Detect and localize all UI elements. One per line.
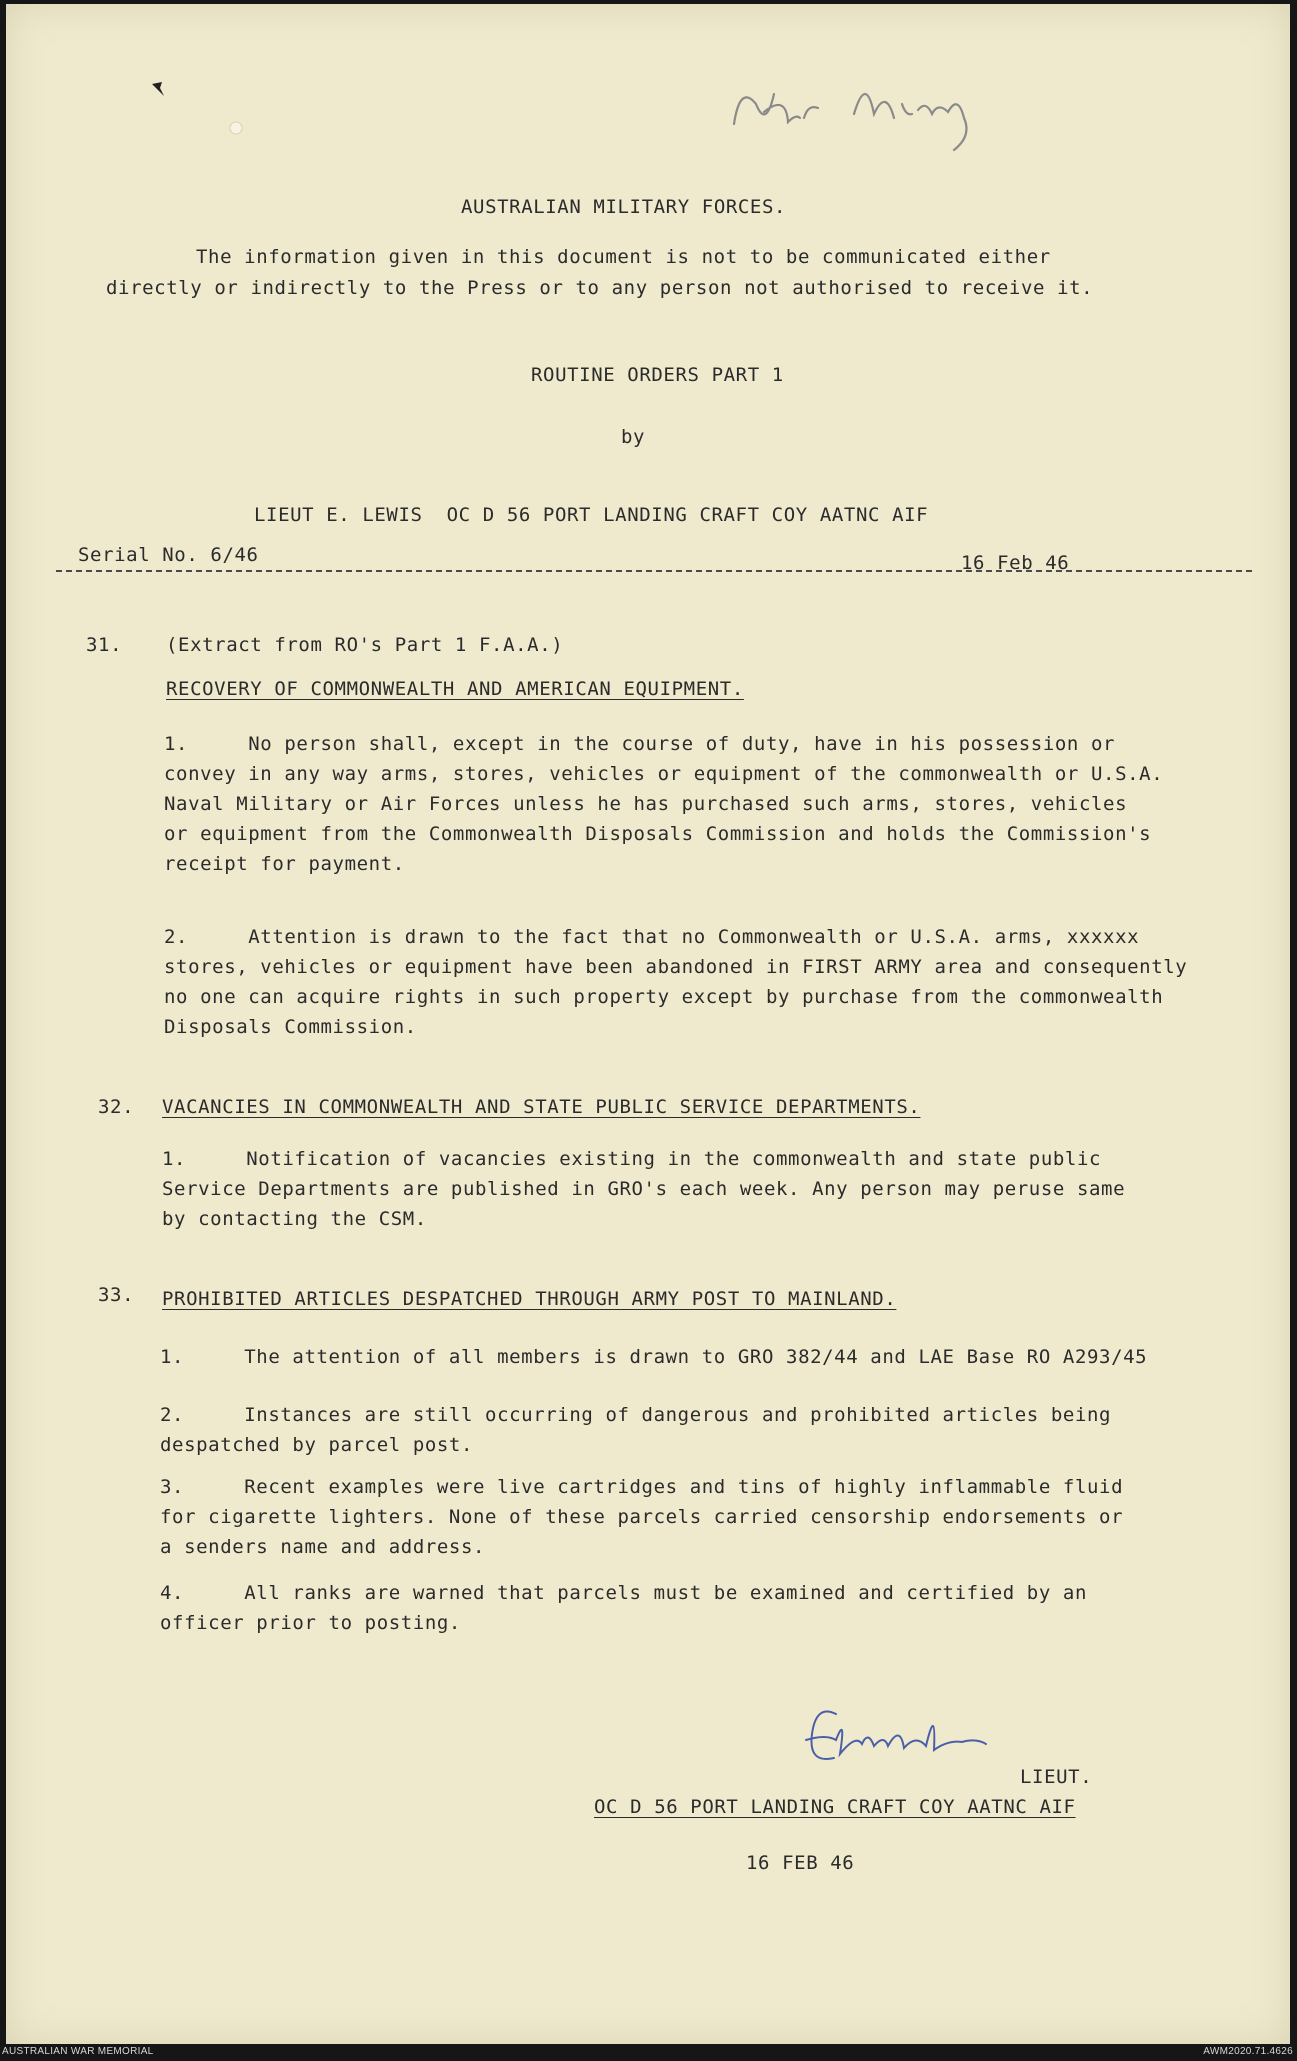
signature-date: 16 FEB 46 — [746, 1852, 855, 1874]
archive-accession-number: AWM2020.71.4626 — [1203, 2046, 1293, 2057]
s33-p3-line-1: 3. Recent examples were live cartridges and tins of highly inflammable fluid — [160, 1476, 1124, 1498]
s33-p4-line-2: officer prior to posting. — [160, 1612, 461, 1634]
paper-speck — [224, 116, 248, 140]
header-divider — [56, 570, 1252, 572]
s33-p2-line-1: 2. Instances are still occurring of dangerous and prohibited articles being — [160, 1404, 1112, 1426]
org-heading: AUSTRALIAN MILITARY FORCES. — [461, 196, 787, 218]
s33-p4-line-1: 4. All ranks are warned that parcels must be examined and certified by an — [160, 1582, 1087, 1604]
section-31-extract-note: (Extract from RO's Part 1 F.A.A.) — [166, 634, 564, 656]
officer-signature — [776, 1694, 1016, 1784]
ink-speck — [148, 78, 178, 108]
document-page — [6, 4, 1290, 2044]
section-32-number: 32. — [98, 1096, 135, 1118]
section-33-heading: PROHIBITED ARTICLES DESPATCHED THROUGH ARMY POST TO MAINLAND. — [162, 1288, 897, 1310]
s31-p1-line-1: 1. No person shall, except in the course of duty, have in his possession or — [164, 733, 1116, 755]
s31-p2-line-1: 2. Attention is drawn to the fact that no Commonwealth or U.S.A. arms, xxxxxx — [164, 926, 1140, 948]
handwritten-war-diary-note — [726, 74, 1016, 154]
s33-p1: 1. The attention of all members is drawn to GRO 382/44 and LAE Base RO A293/45 — [160, 1346, 1148, 1368]
s31-p1-line-3: Naval Military or Air Forces unless he has purchased such arms, stores, vehicles — [164, 793, 1128, 815]
section-31-heading: RECOVERY OF COMMONWEALTH AND AMERICAN EQUIPMENT. — [166, 678, 744, 700]
section-33-number: 33. — [98, 1284, 135, 1306]
caveat-line-2: directly or indirectly to the Press or to any person not authorised to receive it. — [106, 277, 1094, 299]
s33-p3-line-3: a senders name and address. — [160, 1536, 486, 1558]
s32-p1-line-1: 1. Notification of vacancies existing in the commonwealth and state public — [162, 1148, 1102, 1170]
s31-p1-line-4: or equipment from the Commonwealth Disposals Commission and holds the Commission's — [164, 823, 1152, 845]
signatory-unit: OC D 56 PORT LANDING CRAFT COY AATNC AIF — [594, 1796, 1076, 1818]
section-31-number: 31. — [86, 634, 123, 656]
caveat-line-1: The information given in this document is not to be communicated either — [196, 246, 1051, 268]
signatory-rank: LIEUT. — [1020, 1766, 1093, 1788]
s33-p3-line-2: for cigarette lighters. None of these parcels carried censorship endorsements or — [160, 1506, 1124, 1528]
by-label: by — [621, 426, 646, 448]
s31-p2-line-3: no one can acquire rights in such property except by purchase from the commonwealth — [164, 986, 1164, 1008]
document-date: 16 Feb 46 — [961, 552, 1070, 574]
issuer-line: LIEUT E. LEWIS OC D 56 PORT LANDING CRAFT COY AATNC AIF — [254, 504, 929, 526]
document-title: ROUTINE ORDERS PART 1 — [531, 364, 784, 386]
archive-credit: AUSTRALIAN WAR MEMORIAL — [2, 2046, 154, 2057]
s31-p2-line-4: Disposals Commission. — [164, 1016, 417, 1038]
s31-p1-line-5: receipt for payment. — [164, 853, 405, 875]
s31-p2-line-2: stores, vehicles or equipment have been abandoned in FIRST ARMY area and consequently — [164, 956, 1188, 978]
section-32-heading: VACANCIES IN COMMONWEALTH AND STATE PUBLIC SERVICE DEPARTMENTS. — [162, 1096, 921, 1118]
s32-p1-line-3: by contacting the CSM. — [162, 1208, 427, 1230]
s32-p1-line-2: Service Departments are published in GRO's each week. Any person may peruse same — [162, 1178, 1126, 1200]
s31-p1-line-2: convey in any way arms, stores, vehicles or equipment of the commonwealth or U.S.A. — [164, 763, 1164, 785]
serial-number: Serial No. 6/46 — [78, 544, 259, 566]
s33-p2-line-2: despatched by parcel post. — [160, 1434, 474, 1456]
